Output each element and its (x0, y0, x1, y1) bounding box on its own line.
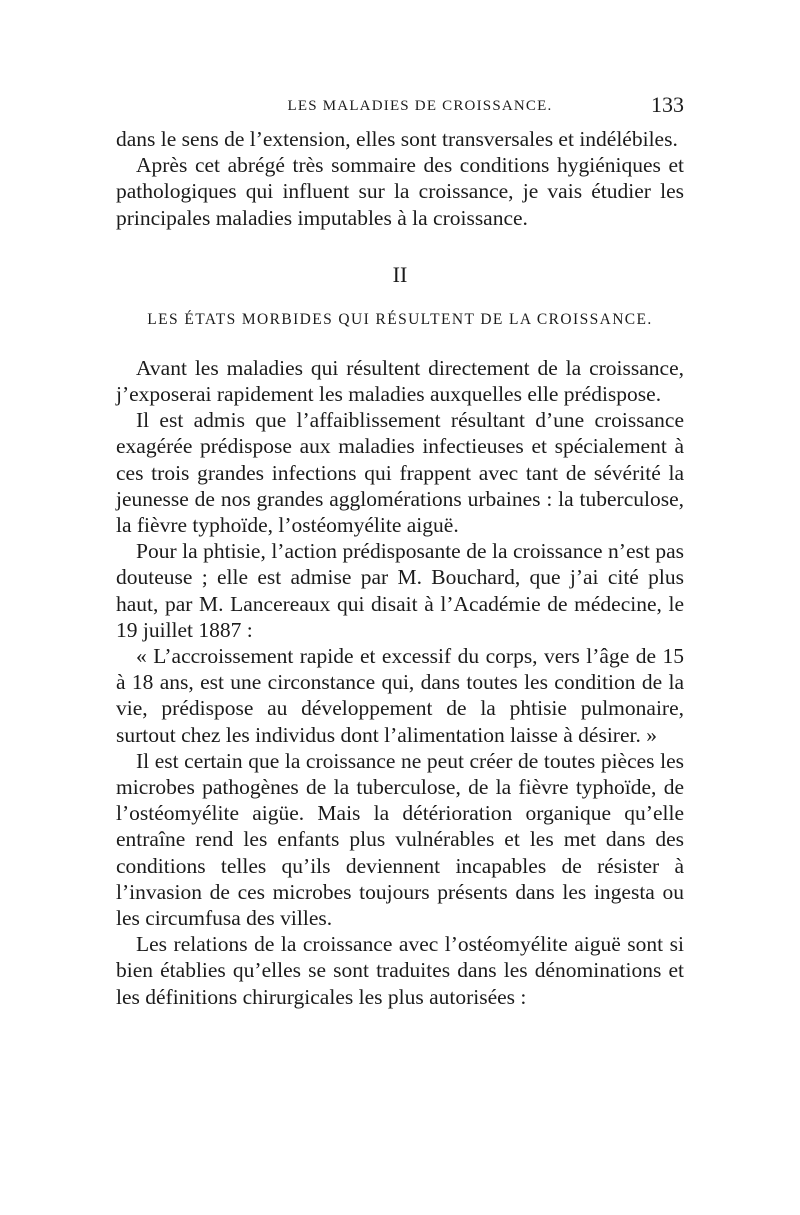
paragraph: Il est certain que la croissance ne peut créer de toutes pièces les microbes pathogènes de la tuberculose, de la fièvre typhoïde, de l’ostéomyélite aigüe. Mais la détérioration organique qu’elle entraîne rend les enfants plus vulnérables et les met dans des conditions telles qu’ils deviennent incapables de résister à l’invasion de ces microbes toujours présents dans les ingesta ou les circumfusa des villes. (116, 748, 684, 931)
running-head-title: LES MALADIES DE CROISSANCE. (287, 98, 553, 114)
running-head (116, 92, 684, 120)
book-page (116, 92, 684, 1010)
paragraph: Avant les maladies qui résultent directement de la croissance, j’exposerai rapidement les maladies auxquelles elle prédispose. (116, 355, 684, 407)
paragraph: Après cet abrégé très sommaire des conditions hygiéniques et pathologiques qui influent sur la croissance, je vais étudier les principales maladies imputables à la croissance. (116, 153, 684, 230)
paragraph: Il est admis que l’affaiblissement résultant d’une croissance exagérée prédispose aux maladies infectieuses et spécialement à ces trois grandes infections qui frappent avec tant de sévérité la jeunesse de nos grandes agglomérations urbaines : la tuberculose, la fièvre typhoïde, l’ostéomyélite aiguë. (116, 408, 684, 538)
paragraph: Les relations de la croissance avec l’ostéomyélite aiguë sont si bien établies qu’elles se sont traduites dans les dénominations et les définitions chirurgicales les plus autorisées : (116, 932, 684, 1009)
paragraph: Pour la phtisie, l’action prédisposante de la croissance n’est pas douteuse ; elle est admise par M. Bouchard, que j’ai cité plus haut, par M. Lancereaux qui disait à l’Académie de médecine, le 19 juillet 1887 : (116, 539, 684, 642)
body-text (116, 126, 684, 1010)
section-number: II (392, 261, 408, 287)
block-quote: « L’accroissement rapide et excessif du corps, vers l’âge de 15 à 18 ans, est une circonstance qui, dans toutes les condition de la vie, prédispose au développement de la phtisie pulmonaire, surtout chez les individus dont l’alimentation laisse à désirer. » (116, 644, 684, 747)
paragraph-continued: dans le sens de l’extension, elles sont transversales et indélébiles. (116, 127, 678, 151)
page-number: 133 (651, 92, 684, 117)
section-title: LES ÉTATS MORBIDES QUI RÉSULTENT DE LA CROISSANCE. (147, 310, 653, 328)
